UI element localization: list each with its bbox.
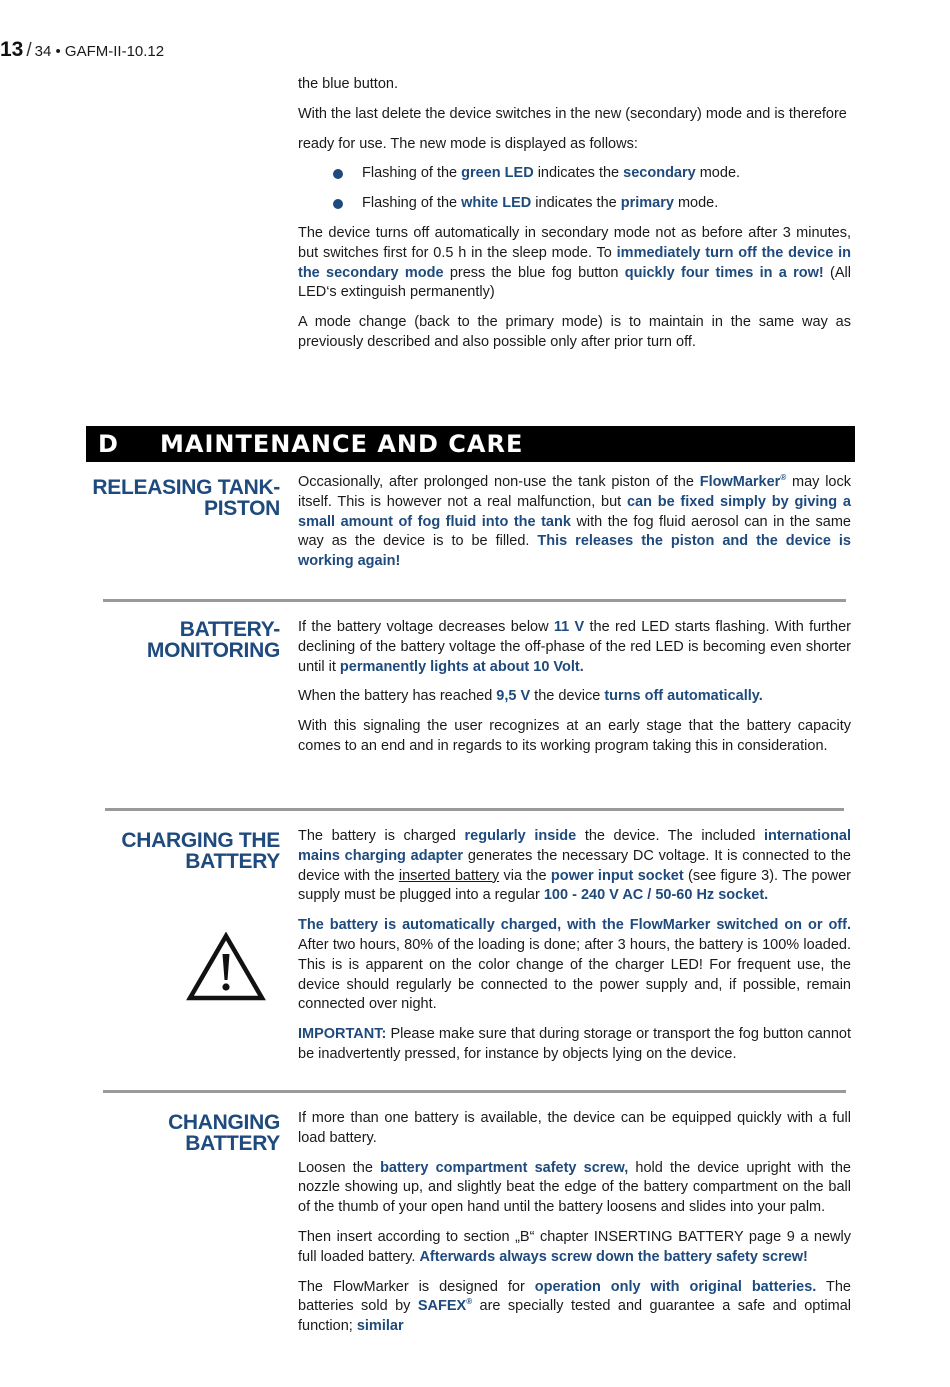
paragraph: With this signaling the user recognizes at an early stage that the battery capacity comes to an end and in regards to its working program taking this in consideration.	[298, 718, 851, 754]
paragraph: With the last delete the device switches in the new (secondary) mode and is therefore	[298, 105, 847, 122]
side-heading-releasing-piston: RELEASING TANK- PISTON	[92, 476, 280, 520]
divider	[103, 1090, 846, 1093]
paragraph: If more than one battery is available, the device can be equipped quickly with a full load battery.	[298, 1110, 851, 1146]
paragraph: Occasionally, after prolonged non-use the tank piston of the FlowMarker® may lock itself. This is however not a real malfunction, but can be fixed simply by giving a small amount of fog fluid into the tank with the fog fluid aerosol can in the same way as the device is to be filled. This releases the piston and the device is working again!	[298, 473, 852, 570]
paragraph: When the battery has reached 9,5 V the device turns off automatically.	[298, 688, 763, 705]
divider	[103, 599, 846, 602]
paragraph: The battery is automatically charged, with the FlowMarker switched on or off. After two hours, 80% of the loading is done; after 3 hours, the battery is 100% loaded. This is is apparent on the color change of the charger LED! For frequent use, the device should regularly be connected to the power supply and, if possible, remain connected over night.	[298, 917, 851, 1013]
charging-text	[298, 827, 851, 1075]
side-heading-changing-battery: CHANGING BATTERY	[168, 1111, 280, 1155]
battery-monitoring-text	[298, 618, 851, 767]
paragraph: The FlowMarker is designed for operation only with original batteries. The batteries sold by SAFEX® are specially tested and guarantee a safe and optimal function; similar	[298, 1278, 851, 1335]
paragraph: the blue button.	[298, 76, 398, 92]
paragraph: Then insert according to section „B“ chapter INSERTING BATTERY page 9 a newly full loaded battery. Afterwards always screw down the battery safety screw!	[298, 1228, 851, 1265]
warning-triangle-icon	[186, 932, 266, 1002]
side-heading-charging: CHARGING THE BATTERY	[121, 829, 280, 873]
divider	[105, 808, 844, 811]
section-title: MAINTENANCE AND CARE	[160, 430, 524, 458]
paragraph: The battery is charged regularly inside the device. The included international mains charging adapter generates the necessary DC voltage. It is connected to the device with the inserted battery via the power input socket (see figure 3). The power supply must be plugged into a regular 100 - 240 V AC / 50-60 Hz socket.	[298, 828, 851, 904]
page-header	[0, 38, 164, 62]
section-heading-bar	[86, 426, 855, 462]
paragraph: Loosen the battery compartment safety screw, hold the device upright with the nozzle showing up, and slightly beat the edge of the battery compartment on the ball of the thumb of your open hand until the battery loosens and slides into your palm.	[298, 1159, 851, 1216]
page-number: 13	[0, 38, 24, 61]
page-separator: /	[26, 40, 32, 61]
paragraph: The device turns off automatically in secondary mode not as before after 3 minutes, but switches first for 0.5 h in the sleep mode. To immediately turn off the device in the secondary mode press the blue fog button quickly four times in a row! (All LED‘s extinguish permanently)	[298, 224, 852, 301]
paragraph: A mode change (back to the primary mode) is to maintain in the same way as previously described and also possible only after prior turn off.	[298, 314, 851, 350]
section-letter: D	[98, 430, 119, 458]
paragraph: ready for use. The new mode is displayed as follows:	[298, 135, 638, 152]
list-item: Flashing of the white LED indicates the primary mode.	[298, 194, 851, 214]
side-heading-battery-monitoring: BATTERY- MONITORING	[146, 618, 280, 662]
paragraph: IMPORTANT: Please make sure that during storage or transport the fog button cannot be inadvertently pressed, for instance by objects lying on the device.	[298, 1026, 851, 1062]
document-code: 34 • GAFM-II-10.12	[34, 43, 165, 60]
list-item: Flashing of the green LED indicates the secondary mode.	[298, 164, 851, 184]
paragraph: If the battery voltage decreases below 11 V the red LED starts flashing. With further declining of the battery voltage the off-phase of the red LED is becoming even shorter until it permanently lights at about 10 Volt.	[298, 619, 851, 675]
releasing-piston-text	[298, 473, 851, 582]
intro-text	[298, 75, 851, 363]
changing-battery-text	[298, 1109, 851, 1347]
mode-list	[298, 164, 851, 214]
